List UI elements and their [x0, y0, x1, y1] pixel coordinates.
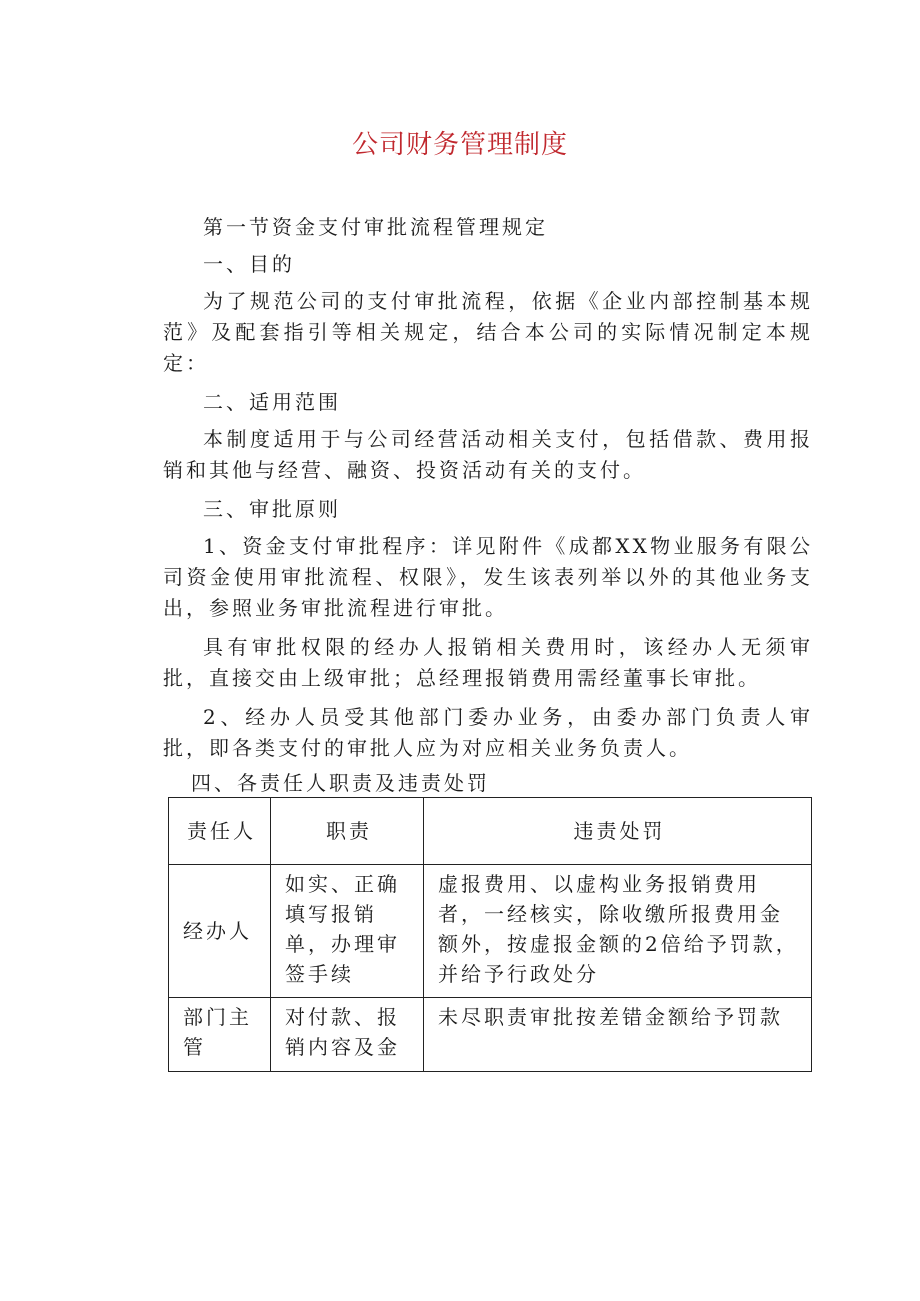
row-person: 经办人: [169, 865, 271, 998]
scope-heading: 二、适用范围: [203, 390, 341, 414]
principle-heading: 三、审批原则: [203, 497, 341, 521]
duty-heading: 四、各责任人职责及违责处罚: [191, 771, 490, 795]
table-header-row: [169, 798, 812, 865]
header-penalty: 违责处罚: [424, 798, 812, 865]
duty-table: [168, 797, 812, 1072]
table-row: [169, 865, 812, 998]
row-penalty: 未尽职责审批按差错金额给予罚款: [424, 998, 812, 1072]
principle-1b-text: 具有审批权限的经办人报销相关费用时，该经办人无须审批，直接交由上级审批；总经理报销费用需经董事长审批。: [163, 635, 813, 690]
header-person: 责任人: [169, 798, 271, 865]
principle-1-text: 1、资金支付审批程序：详见附件《成都XX物业服务有限公司资金使用审批流程、权限》，发生该表列举以外的其他业务支出，参照业务审批流程进行审批。: [163, 534, 813, 620]
header-duty: 职责: [271, 798, 424, 865]
document-body: [163, 212, 813, 799]
purpose-heading: 一、目的: [203, 252, 295, 276]
row-person: 部门主管: [169, 998, 271, 1072]
principle-2-text: 2、经办人员受其他部门委办业务，由委办部门负责人审批，即各类支付的审批人应为对应相关业务负责人。: [163, 705, 813, 760]
row-penalty: 虚报费用、以虚构业务报销费用者，一经核实，除收缴所报费用金额外，按虚报金额的2倍给予罚款，并给予行政处分: [424, 865, 812, 998]
document-title: 公司财务管理制度: [351, 130, 568, 160]
section-title: 第一节资金支付审批流程管理规定: [203, 215, 548, 239]
purpose-text: 为了规范公司的支付审批流程，依据《企业内部控制基本规范》及配套指引等相关规定，结合本公司的实际情况制定本规定：: [163, 289, 813, 375]
scope-text: 本制度适用于与公司经营活动相关支付，包括借款、费用报销和其他与经营、融资、投资活动有关的支付。: [163, 427, 813, 482]
table-row: [169, 998, 812, 1072]
row-duty: 如实、正确填写报销单，办理审签手续: [271, 865, 424, 998]
row-duty: 对付款、报销内容及金: [271, 998, 424, 1072]
